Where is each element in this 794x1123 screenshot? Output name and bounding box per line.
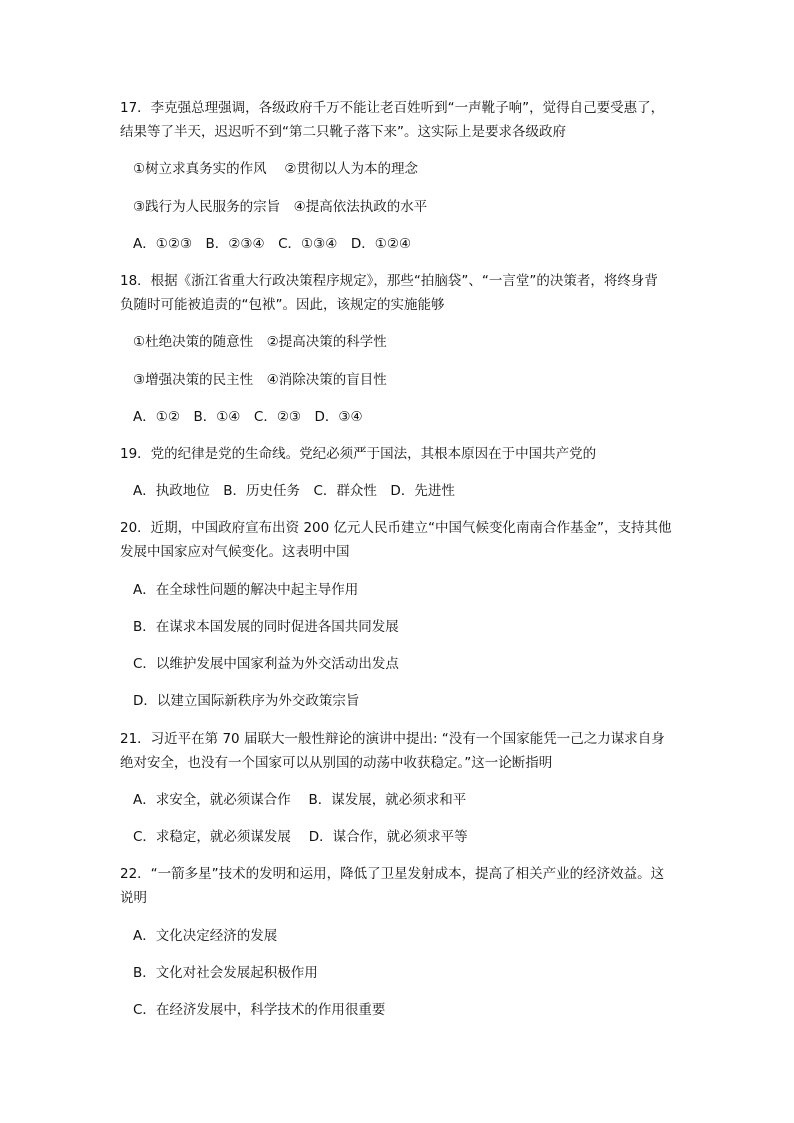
- question-17-items-line-2: ③践行为人民服务的宗旨 ④提高依法执政的水平: [133, 199, 428, 215]
- question-21-choices-line-1: A．求安全，就必须谋合作 B．谋发展，就必须求和平: [133, 792, 467, 808]
- question-21-stem-line-1: 21．习近平在第 70 届联大一般性辩论的演讲中提出: “没有一个国家能凭一己之力谋求自身: [120, 731, 665, 747]
- question-18-stem-line-2: 负随时可能被追责的“包袱”。因此，该规定的实施能够: [120, 297, 445, 313]
- question-22-stem-line-1: 22．“一箭多星”技术的发明和运用，降低了卫星发射成本，提高了相关产业的经济效益。这: [120, 866, 665, 882]
- question-19-choices: A．执政地位 B．历史任务 C．群众性 D．先进性: [133, 483, 455, 499]
- question-17-choices: A．①②③ B．②③④ C．①③④ D．①②④: [133, 236, 412, 252]
- question-20-choice-b: B．在谋求本国发展的同时促进各国共同发展: [133, 619, 399, 635]
- question-17-stem-line-2: 结果等了半天，迟迟听不到“第二只靴子落下来”。这实际上是要求各级政府: [120, 124, 566, 140]
- question-22-choice-c: C．在经济发展中，科学技术的作用很重要: [133, 1002, 386, 1018]
- question-20-stem-line-1: 20．近期，中国政府宣布出资 200 亿元人民币建立“中国气候变化南南合作基金”，支持其他: [120, 520, 672, 536]
- question-18-stem-line-1: 18．根据《浙江省重大行政决策程序规定》，那些“拍脑袋”、“一言堂”的决策者，将终身背: [120, 273, 658, 289]
- question-18-items-line-1: ①杜绝决策的随意性 ②提高决策的科学性: [133, 334, 387, 350]
- question-20-choice-a: A．在全球性问题的解决中起主导作用: [133, 582, 359, 598]
- question-22-choice-b: B．文化对社会发展起积极作用: [133, 965, 318, 981]
- question-19-stem: 19．党的纪律是党的生命线。党纪必须严于国法，其根本原因在于中国共产党的: [120, 446, 597, 462]
- question-20-choice-d: D．以建立国际新秩序为外交政策宗旨: [133, 693, 360, 709]
- question-18-choices: A．①② B．①④ C．②③ D．③④: [133, 409, 363, 425]
- question-20-choice-c: C．以维护发展中国家利益为外交活动出发点: [133, 656, 399, 672]
- question-21-stem-line-2: 绝对安全，也没有一个国家可以从别国的动荡中收获稳定。”这一论断指明: [120, 755, 553, 771]
- question-20-stem-line-2: 发展中国家应对气候变化。这表明中国: [120, 544, 350, 560]
- question-17-items-line-1: ①树立求真务实的作风 ②贯彻以人为本的理念: [133, 161, 418, 177]
- question-18-items-line-2: ③增强决策的民主性 ④消除决策的盲目性: [133, 372, 387, 388]
- question-22-choice-a: A．文化决定经济的发展: [133, 928, 278, 944]
- question-22-stem-line-2: 说明: [120, 890, 147, 906]
- question-17-stem-line-1: 17．李克强总理强调，各级政府千万不能让老百姓听到“一声靴子响”，觉得自己要受惠了，: [120, 100, 665, 116]
- question-21-choices-line-2: C．求稳定，就必须谋发展 D．谋合作，就必须求平等: [133, 829, 468, 845]
